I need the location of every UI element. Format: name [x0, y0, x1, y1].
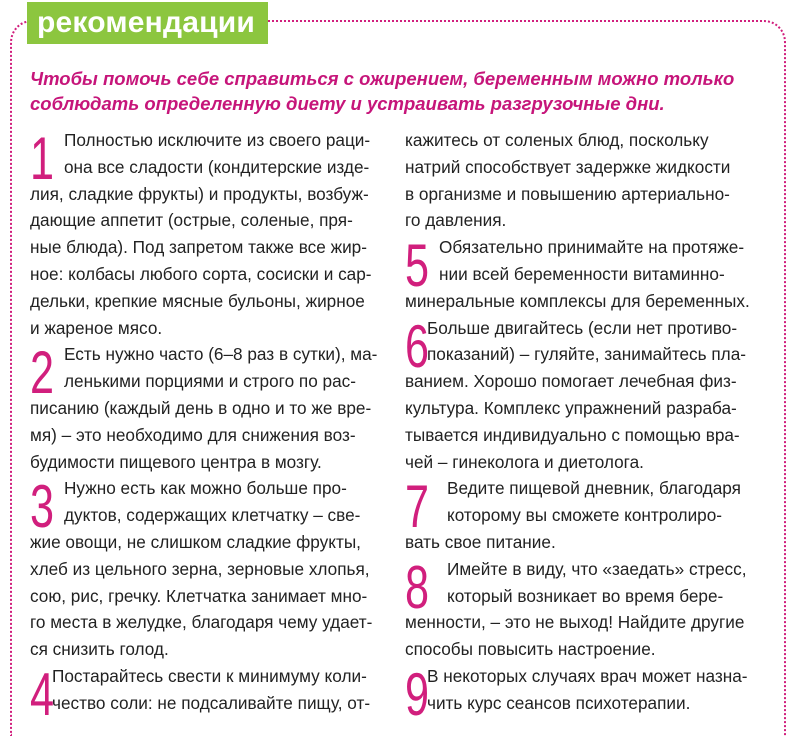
item-line: чей – гинеколога и диетолога.	[405, 451, 644, 472]
item-number: 3	[30, 473, 55, 541]
item-line: нии всей беременности витаминно-	[439, 263, 725, 284]
recommendation-2	[30, 341, 390, 475]
item-line: ные блюда). Под запретом также все жир-	[30, 237, 367, 258]
item-number: 5	[405, 232, 430, 300]
item-number: 2	[30, 339, 55, 407]
item-line: го места в желудке, благодаря чему удает-	[30, 612, 373, 633]
recommendation-8	[405, 553, 775, 663]
item-number: 1	[30, 125, 55, 192]
item-line: натрий способствует задержке жидкости	[405, 156, 731, 177]
right-column	[405, 127, 775, 728]
item-line: менности, – это не выход! Найдите другие	[405, 612, 745, 633]
item-line: сою, рис, гречку. Клетчатка занимает мно-	[30, 585, 368, 606]
recommendation-9	[405, 660, 775, 728]
recommendation-5	[405, 234, 775, 314]
item-line: способы повысить настроение.	[405, 639, 656, 660]
item-line: Больше двигайтесь (если нет противо-	[427, 317, 738, 338]
recommendation-6	[405, 312, 775, 476]
item-line: который возникает во время бере-	[447, 585, 724, 606]
intro-text	[30, 66, 770, 116]
section-tag: рекомендации	[27, 2, 268, 44]
item-line: она все сладости (кондитерские изде-	[64, 156, 370, 177]
item-line: Ведите пищевой дневник, благодаря	[447, 478, 741, 499]
item-line: ся снизить голод.	[30, 639, 169, 660]
recommendation-3	[30, 475, 390, 663]
item-line: мя) – это необходимо для снижения воз-	[30, 424, 356, 445]
item-line: в организме и повышению артериально-	[405, 183, 730, 204]
item-number: 6	[405, 312, 430, 380]
item-number: 9	[405, 660, 430, 728]
intro-line: Чтобы помочь себе справиться с ожирением, беременным можно только	[30, 68, 735, 89]
recommendation-7	[405, 475, 775, 555]
item-number: 8	[405, 553, 430, 621]
item-line: лия, сладкие фрукты) и продукты, возбуж-	[30, 183, 369, 204]
item-number: 7	[405, 473, 430, 541]
item-line: которому вы сможете контролиро-	[447, 505, 723, 526]
item-line: В некоторых случаях врач может назна-	[427, 665, 748, 686]
recommendation-4-continued	[405, 127, 775, 234]
item-line: Обязательно принимайте на протяже-	[439, 237, 745, 258]
item-line: минеральные комплексы для беременных.	[405, 290, 750, 311]
item-line: чить курс сеансов психотерапии.	[427, 692, 691, 713]
item-line: ванием. Хорошо помогает лечебная физ-	[405, 371, 737, 392]
item-line: будимости пищевого центра в мозгу.	[30, 451, 322, 472]
item-line: ное: колбасы любого сорта, сосиски и сар-	[30, 263, 372, 284]
item-line: культура. Комплекс упражнений разраба-	[405, 397, 737, 418]
item-line: вать свое питание.	[405, 531, 556, 552]
intro-line: соблюдать определенную диету и устраивать разгрузочные дни.	[30, 93, 665, 114]
item-line: Нужно есть как можно больше про-	[64, 478, 347, 499]
item-line: показаний) – гуляйте, занимайтесь пла-	[427, 344, 746, 365]
item-line: го давления.	[405, 210, 507, 231]
item-line: жие овощи, не слишком сладкие фрукты,	[30, 531, 361, 552]
left-column	[30, 125, 390, 728]
item-line: хлеб из цельного зерна, зерновые хлопья,	[30, 558, 370, 579]
item-line: чество соли: не подсаливайте пищу, от-	[52, 692, 371, 713]
item-line: и жареное мясо.	[30, 317, 163, 338]
item-line: писанию (каждый день в одно и то же вре-	[30, 397, 372, 418]
item-line: дающие аппетит (острые, соленые, пря-	[30, 210, 353, 231]
item-line: кажитесь от соленых блюд, поскольку	[405, 130, 709, 150]
item-line: тывается индивидуально с помощью вра-	[405, 424, 740, 445]
item-line: дуктов, содержащих клетчатку – све-	[64, 505, 361, 526]
recommendation-1	[30, 127, 390, 341]
item-line: ленькими порциями и строго по рас-	[64, 371, 356, 392]
item-line: дельки, крепкие мясные бульоны, жирное	[30, 290, 365, 311]
item-line: Имейте в виду, что «заедать» стресс,	[447, 558, 747, 579]
item-line: Постарайтесь свести к минимуму коли-	[52, 665, 367, 686]
item-line: Полностью исключите из своего раци-	[64, 130, 371, 150]
item-number: 4	[30, 660, 55, 728]
recommendation-4	[30, 660, 390, 728]
item-line: Есть нужно часто (6–8 раз в сутки), ма-	[64, 344, 378, 365]
